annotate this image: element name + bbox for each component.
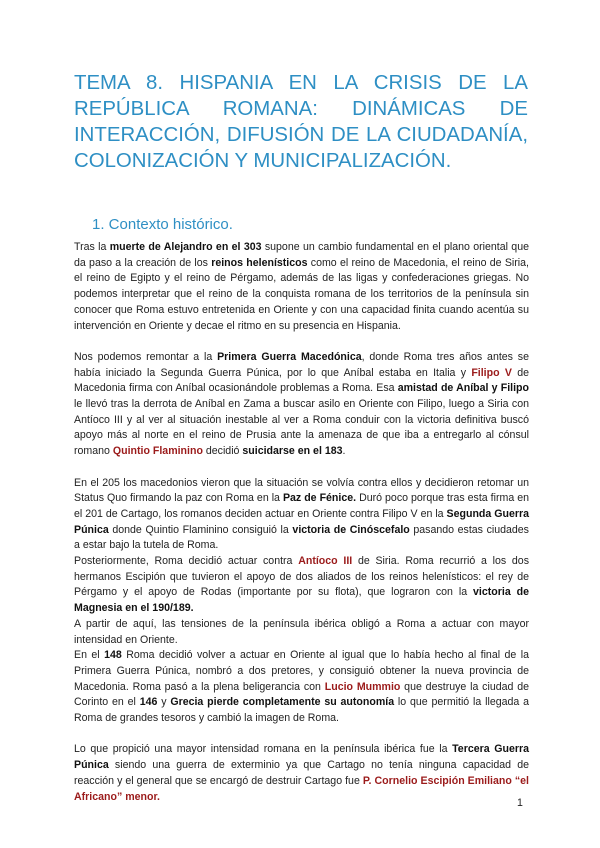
bold-text: amistad de Aníbal y Filipo xyxy=(397,382,529,395)
paragraph-1 xyxy=(74,240,529,334)
text-run: En el 205 los macedonios vieron que la situación se volvía contra ellos y decidieron retomar un Status Quo firmando la paz con Roma en la xyxy=(74,476,529,505)
text-run: le llevó tras la derrota de Aníbal en Zama a buscar asilo en Oriente con Filipo, luego a Siria con Antíoco III y al ver al situación inestable al ver a Roma conduir con la victoria definitiva buscó apoyo más al norte en el reino de Prusia ante la amenaza de que iba a entregarlo al cónsul romano xyxy=(74,398,529,458)
bold-text: muerte de Alejandro en el 303 xyxy=(109,241,262,253)
text-run: como el reino de Macedonia, el reino de Siria, el reino de Egipto y el reino de Pérgamo, además de las ligas y confederaciones griegas. No podemos interpretar que el reino de la conquista romana de los territorios de la península sin conocer que Roma estuvo entretenida en Oriente y con una capacidad finita cuando acentúa su intervención en Oriente y decae el ritmo en su presencia en Hispania. xyxy=(74,256,529,332)
document-title: TEMA 8. HISPANIA EN LA CRISIS DE LA REPÚBLICA ROMANA: DINÁMICAS DE INTERACCIÓN, DIFUSIÓN DE LA CIUDADANÍA, COLONIZACIÓN Y MUNICIPALIZACIÓN. xyxy=(74,72,528,172)
document-body xyxy=(74,240,529,805)
bold-text: victoria de Magnesia en el 190/189. xyxy=(74,586,529,615)
text-run: A partir de aquí, las tensiones de la península ibérica obligó a Roma a actuar con mayor intensidad en Oriente. xyxy=(74,617,529,646)
text-run: donde Quintio Flaminino consiguió la xyxy=(108,523,293,536)
paragraph-4 xyxy=(74,554,529,617)
text-run: y xyxy=(157,696,171,709)
highlighted-name: Antíoco III xyxy=(298,555,353,568)
text-run: pasando estas ciudades a estar bajo la tutela de Roma. xyxy=(74,523,529,552)
bold-text: Paz de Fénice. xyxy=(282,492,357,505)
bold-text: Segunda Guerra Púnica xyxy=(74,507,529,536)
paragraph-7 xyxy=(74,742,529,805)
text-run: Nos podemos remontar a la xyxy=(74,350,218,363)
text-run: Tras la xyxy=(74,241,110,253)
text-run: Roma decidió volver a actuar en Oriente al igual que lo había hecho al final de la Primera Guerra Púnica, nombró a dos pretores, y consiguió obtener la nueva provincia de Macedonia. Roma pasó a la plena beligerancia con xyxy=(74,649,529,693)
section-heading: 1. Contexto histórico. xyxy=(92,216,233,233)
paragraph-5 xyxy=(74,617,529,648)
bold-text: 146 xyxy=(139,696,158,709)
bold-text: victoria de Cinóscefalo xyxy=(292,523,410,536)
bold-text: 148 xyxy=(104,649,122,662)
bold-text: suicidarse en el 183 xyxy=(242,445,343,458)
bold-text: Grecia pierde completamente su autonomía xyxy=(170,696,395,709)
text-run: decidió xyxy=(202,445,243,458)
text-run: de Macedonia firma con Aníbal ocasionándole problemas a Roma. Esa xyxy=(74,366,529,395)
text-run: Lo que propició una mayor intensidad romana en la península ibérica fue la xyxy=(74,743,453,756)
text-run: En el xyxy=(74,649,105,662)
text-run: siendo una guerra de exterminio ya que Cartago no tenía ninguna capacidad de reacción y el general que se encargó de destruir Cartago fue xyxy=(74,759,529,787)
paragraph-3 xyxy=(74,476,529,555)
highlighted-name: Lucio Mummio xyxy=(324,680,401,693)
bold-text: Primera Guerra Macedónica xyxy=(217,350,362,363)
highlighted-name: P. Cornelio Escipión Emiliano “el Africano” menor. xyxy=(74,774,529,803)
text-run: que destruye la ciudad de Corinto en el xyxy=(74,680,529,709)
paragraph-2 xyxy=(74,350,529,460)
paragraph-6 xyxy=(74,648,529,727)
text-run: lo que permitió la llegada a Roma de grandes tesoros y cambió la imagen de Roma. xyxy=(74,696,529,725)
page-number: 1 xyxy=(517,797,523,809)
text-run: Duró poco porque tras esta firma en el 201 de Cartago, los romanos deciden actuar en Oriente contra Filipo V en la xyxy=(74,492,529,520)
text-run: de Siria. Roma recurrió a los dos hermanos Escipión que tuvieron el apoyo de dos aliados de los reinos helenísticos: el rey de Pérgamo y el apoyo de Rodas (importante por su flota), que lograron con la xyxy=(74,555,529,599)
text-run: Posteriormente, Roma decidió actuar contra xyxy=(74,555,299,568)
text-run: . xyxy=(342,445,346,458)
bold-text: reinos helenísticos xyxy=(211,256,308,269)
highlighted-name: Quintio Flaminino xyxy=(112,445,203,458)
highlighted-name: Filipo V xyxy=(471,366,512,379)
text-run: , donde Roma tres años antes se había iniciado la Segunda Guerra Púnica, por lo que Aníbal estaba en Italia y xyxy=(74,350,529,379)
text-run: supone un cambio fundamental en el plano oriental que da paso a la creación de los xyxy=(74,241,529,269)
bold-text: Tercera Guerra Púnica xyxy=(74,743,529,772)
